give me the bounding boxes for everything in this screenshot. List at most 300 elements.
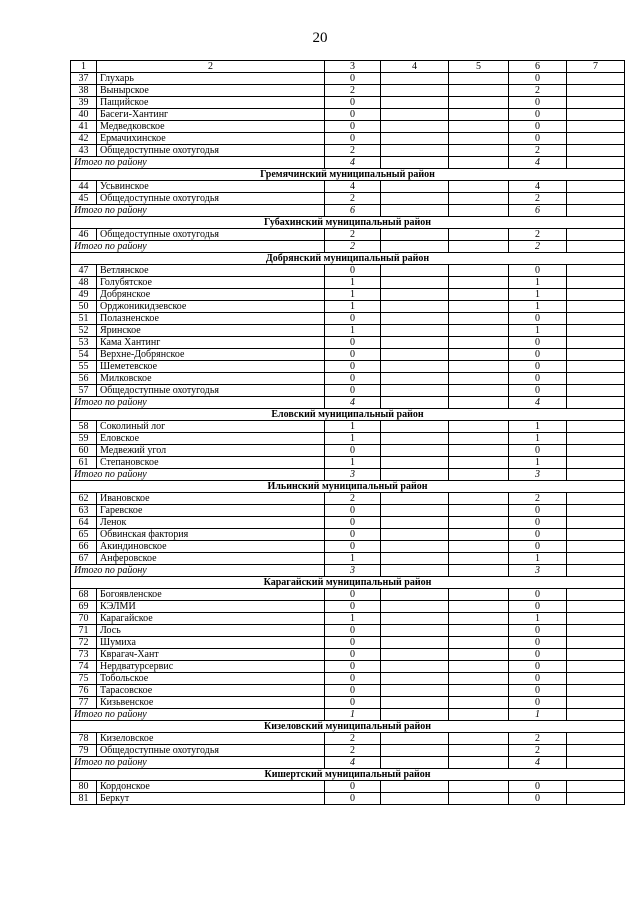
total-value-cell	[449, 397, 509, 409]
table-row	[71, 361, 625, 373]
total-value-cell: 4	[325, 157, 381, 169]
value-cell	[567, 385, 625, 397]
value-cell	[449, 613, 509, 625]
value-cell	[567, 493, 625, 505]
value-cell	[381, 325, 449, 337]
district-total-row	[71, 565, 625, 577]
value-cell: 0	[325, 133, 381, 145]
value-cell	[567, 625, 625, 637]
table-row	[71, 505, 625, 517]
table-row	[71, 685, 625, 697]
value-cell	[449, 733, 509, 745]
value-cell	[381, 505, 449, 517]
row-number: 73	[71, 649, 97, 661]
value-cell: 0	[509, 385, 567, 397]
total-value-cell	[381, 757, 449, 769]
district-title: Карагайский муниципальный район	[71, 577, 625, 589]
value-cell	[567, 361, 625, 373]
value-cell: 0	[509, 529, 567, 541]
total-value-cell: 4	[325, 757, 381, 769]
hunting-ground-name: Полазненское	[97, 313, 325, 325]
value-cell	[567, 85, 625, 97]
value-cell: 0	[509, 685, 567, 697]
value-cell: 0	[325, 637, 381, 649]
value-cell: 2	[509, 193, 567, 205]
value-cell: 2	[325, 745, 381, 757]
value-cell: 0	[509, 73, 567, 85]
total-value-cell	[381, 469, 449, 481]
hunting-ground-name: Гаревское	[97, 505, 325, 517]
district-total-row	[71, 205, 625, 217]
district-total-row	[71, 757, 625, 769]
value-cell	[381, 661, 449, 673]
value-cell	[449, 109, 509, 121]
value-cell: 0	[509, 505, 567, 517]
value-cell	[567, 589, 625, 601]
total-value-cell	[449, 205, 509, 217]
value-cell: 0	[325, 121, 381, 133]
row-number: 44	[71, 181, 97, 193]
value-cell: 0	[509, 133, 567, 145]
column-header: 7	[567, 61, 625, 73]
hunting-ground-name: Медвежий угол	[97, 445, 325, 457]
value-cell	[381, 673, 449, 685]
value-cell: 4	[509, 181, 567, 193]
total-value-cell	[381, 709, 449, 721]
hunting-ground-name: Карагайское	[97, 613, 325, 625]
table-row	[71, 433, 625, 445]
value-cell: 1	[325, 613, 381, 625]
value-cell: 1	[509, 301, 567, 313]
value-cell: 0	[325, 73, 381, 85]
table-row	[71, 277, 625, 289]
value-cell: 1	[509, 325, 567, 337]
hunting-ground-name: Медведковское	[97, 121, 325, 133]
row-number: 65	[71, 529, 97, 541]
table-row	[71, 517, 625, 529]
value-cell: 0	[325, 385, 381, 397]
hunting-ground-name: Общедоступные охотугодья	[97, 193, 325, 205]
value-cell	[567, 337, 625, 349]
value-cell	[381, 277, 449, 289]
table-row	[71, 349, 625, 361]
value-cell	[567, 601, 625, 613]
table-row	[71, 529, 625, 541]
hunting-ground-name: Яринское	[97, 325, 325, 337]
value-cell	[381, 637, 449, 649]
row-number: 67	[71, 553, 97, 565]
value-cell	[381, 421, 449, 433]
value-cell	[381, 73, 449, 85]
table-row	[71, 97, 625, 109]
row-number: 62	[71, 493, 97, 505]
value-cell	[381, 229, 449, 241]
value-cell: 2	[325, 733, 381, 745]
district-total-label: Итого по району	[71, 241, 325, 253]
value-cell	[449, 541, 509, 553]
district-header-row	[71, 769, 625, 781]
value-cell: 1	[509, 421, 567, 433]
row-number: 74	[71, 661, 97, 673]
value-cell	[449, 289, 509, 301]
district-header-row	[71, 577, 625, 589]
hunting-ground-name: Кизьвенское	[97, 697, 325, 709]
value-cell: 0	[325, 541, 381, 553]
row-number: 39	[71, 97, 97, 109]
row-number: 66	[71, 541, 97, 553]
total-value-cell	[381, 565, 449, 577]
value-cell	[449, 793, 509, 805]
value-cell: 0	[325, 625, 381, 637]
value-cell	[449, 589, 509, 601]
column-number-header-row	[71, 61, 625, 73]
total-value-cell	[449, 565, 509, 577]
district-total-row	[71, 241, 625, 253]
value-cell	[381, 553, 449, 565]
value-cell: 0	[325, 109, 381, 121]
value-cell	[567, 733, 625, 745]
value-cell	[449, 361, 509, 373]
table-row	[71, 301, 625, 313]
value-cell: 0	[325, 697, 381, 709]
value-cell	[449, 325, 509, 337]
value-cell: 1	[325, 325, 381, 337]
value-cell	[449, 121, 509, 133]
value-cell	[381, 493, 449, 505]
value-cell	[381, 337, 449, 349]
value-cell: 0	[509, 265, 567, 277]
value-cell	[567, 325, 625, 337]
table-row	[71, 121, 625, 133]
total-value-cell: 3	[509, 469, 567, 481]
hunting-ground-name: Обвинская фактория	[97, 529, 325, 541]
total-value-cell	[449, 241, 509, 253]
total-value-cell	[381, 205, 449, 217]
value-cell	[381, 289, 449, 301]
district-total-label: Итого по району	[71, 709, 325, 721]
value-cell: 0	[509, 697, 567, 709]
hunting-ground-name: Глухарь	[97, 73, 325, 85]
value-cell	[381, 349, 449, 361]
value-cell	[567, 193, 625, 205]
table-row	[71, 637, 625, 649]
value-cell	[567, 685, 625, 697]
table-row	[71, 373, 625, 385]
total-value-cell	[567, 205, 625, 217]
hunting-ground-name: Вынырское	[97, 85, 325, 97]
value-cell	[449, 685, 509, 697]
value-cell: 0	[325, 313, 381, 325]
value-cell	[567, 745, 625, 757]
value-cell	[381, 97, 449, 109]
total-value-cell: 4	[509, 757, 567, 769]
value-cell	[381, 385, 449, 397]
value-cell: 0	[325, 97, 381, 109]
value-cell: 1	[509, 277, 567, 289]
value-cell	[449, 601, 509, 613]
value-cell: 2	[509, 733, 567, 745]
row-number: 70	[71, 613, 97, 625]
row-number: 55	[71, 361, 97, 373]
value-cell	[381, 193, 449, 205]
value-cell	[449, 421, 509, 433]
total-value-cell: 6	[509, 205, 567, 217]
value-cell: 1	[509, 289, 567, 301]
table-row	[71, 145, 625, 157]
row-number: 64	[71, 517, 97, 529]
value-cell	[567, 781, 625, 793]
value-cell: 0	[325, 649, 381, 661]
value-cell: 0	[509, 589, 567, 601]
value-cell: 1	[509, 433, 567, 445]
value-cell	[381, 517, 449, 529]
district-total-label: Итого по району	[71, 397, 325, 409]
value-cell	[381, 601, 449, 613]
value-cell: 1	[325, 289, 381, 301]
hunting-ground-name: Милковское	[97, 373, 325, 385]
hunting-ground-name: Кордонское	[97, 781, 325, 793]
row-number: 78	[71, 733, 97, 745]
table-row	[71, 421, 625, 433]
value-cell	[381, 145, 449, 157]
value-cell	[567, 529, 625, 541]
value-cell: 0	[325, 601, 381, 613]
value-cell	[381, 745, 449, 757]
hunting-ground-name: Общедоступные охотугодья	[97, 745, 325, 757]
district-total-row	[71, 709, 625, 721]
row-number: 48	[71, 277, 97, 289]
value-cell: 0	[325, 505, 381, 517]
value-cell: 0	[325, 373, 381, 385]
hunting-ground-name: Тобольское	[97, 673, 325, 685]
value-cell: 4	[325, 181, 381, 193]
value-cell	[381, 181, 449, 193]
value-cell	[381, 685, 449, 697]
value-cell	[449, 229, 509, 241]
value-cell	[381, 109, 449, 121]
total-value-cell: 3	[509, 565, 567, 577]
value-cell: 0	[325, 589, 381, 601]
value-cell	[449, 553, 509, 565]
hunting-ground-name: Лось	[97, 625, 325, 637]
row-number: 77	[71, 697, 97, 709]
value-cell: 0	[325, 529, 381, 541]
value-cell	[381, 733, 449, 745]
table-row	[71, 601, 625, 613]
value-cell: 0	[509, 337, 567, 349]
table-row	[71, 781, 625, 793]
value-cell	[449, 445, 509, 457]
total-value-cell	[567, 757, 625, 769]
value-cell	[381, 781, 449, 793]
total-value-cell	[449, 157, 509, 169]
value-cell: 2	[509, 85, 567, 97]
value-cell	[381, 529, 449, 541]
hunting-ground-name: Шумиха	[97, 637, 325, 649]
value-cell	[567, 181, 625, 193]
table-row	[71, 85, 625, 97]
total-value-cell	[449, 709, 509, 721]
value-cell	[381, 793, 449, 805]
hunting-ground-name: Общедоступные охотугодья	[97, 145, 325, 157]
value-cell: 0	[509, 349, 567, 361]
value-cell	[567, 673, 625, 685]
value-cell	[449, 277, 509, 289]
hunting-ground-name: Шеметевское	[97, 361, 325, 373]
value-cell: 1	[325, 433, 381, 445]
hunting-ground-name: Кама Хантинг	[97, 337, 325, 349]
value-cell: 2	[325, 193, 381, 205]
district-header-row	[71, 217, 625, 229]
row-number: 54	[71, 349, 97, 361]
value-cell: 1	[509, 553, 567, 565]
value-cell: 0	[325, 361, 381, 373]
total-value-cell	[449, 757, 509, 769]
row-number: 47	[71, 265, 97, 277]
table-row	[71, 289, 625, 301]
table-row	[71, 265, 625, 277]
value-cell: 0	[325, 685, 381, 697]
value-cell	[567, 421, 625, 433]
value-cell	[567, 301, 625, 313]
row-number: 57	[71, 385, 97, 397]
column-header: 2	[97, 61, 325, 73]
value-cell	[567, 265, 625, 277]
value-cell	[567, 121, 625, 133]
table-row	[71, 109, 625, 121]
value-cell: 2	[325, 145, 381, 157]
hunting-ground-name: Еловское	[97, 433, 325, 445]
value-cell	[381, 433, 449, 445]
table-row	[71, 793, 625, 805]
value-cell: 0	[509, 793, 567, 805]
district-title: Ильинский муниципальный район	[71, 481, 625, 493]
value-cell	[567, 637, 625, 649]
row-number: 52	[71, 325, 97, 337]
table-row	[71, 445, 625, 457]
value-cell	[449, 133, 509, 145]
district-total-label: Итого по району	[71, 565, 325, 577]
total-value-cell: 6	[325, 205, 381, 217]
district-total-label: Итого по району	[71, 469, 325, 481]
column-header: 4	[381, 61, 449, 73]
hunting-ground-name: Беркут	[97, 793, 325, 805]
value-cell: 0	[509, 361, 567, 373]
table-row	[71, 541, 625, 553]
hunting-ground-name: Акиндиновское	[97, 541, 325, 553]
district-title: Добрянский муниципальный район	[71, 253, 625, 265]
value-cell	[449, 697, 509, 709]
value-cell	[567, 133, 625, 145]
value-cell	[567, 613, 625, 625]
total-value-cell	[567, 157, 625, 169]
row-number: 61	[71, 457, 97, 469]
district-header-row	[71, 253, 625, 265]
value-cell	[449, 385, 509, 397]
value-cell	[449, 625, 509, 637]
hunting-ground-name: Усьвинское	[97, 181, 325, 193]
row-number: 41	[71, 121, 97, 133]
value-cell: 0	[509, 517, 567, 529]
value-cell	[381, 373, 449, 385]
row-number: 76	[71, 685, 97, 697]
value-cell	[381, 541, 449, 553]
hunting-ground-name: Кврагач-Хант	[97, 649, 325, 661]
row-number: 45	[71, 193, 97, 205]
table-row	[71, 493, 625, 505]
row-number: 38	[71, 85, 97, 97]
value-cell	[381, 133, 449, 145]
value-cell	[449, 73, 509, 85]
row-number: 46	[71, 229, 97, 241]
value-cell: 0	[325, 337, 381, 349]
value-cell	[567, 73, 625, 85]
table-row	[71, 229, 625, 241]
value-cell: 2	[509, 229, 567, 241]
value-cell: 0	[325, 673, 381, 685]
hunting-ground-name: Анферовское	[97, 553, 325, 565]
row-number: 37	[71, 73, 97, 85]
value-cell	[449, 661, 509, 673]
row-number: 40	[71, 109, 97, 121]
hunting-ground-name: Добрянское	[97, 289, 325, 301]
value-cell: 1	[325, 277, 381, 289]
value-cell	[381, 313, 449, 325]
district-total-label: Итого по району	[71, 205, 325, 217]
hunting-grounds-table	[70, 60, 625, 805]
district-total-row	[71, 469, 625, 481]
table-row	[71, 73, 625, 85]
value-cell	[381, 697, 449, 709]
value-cell	[449, 673, 509, 685]
hunting-ground-name: Общедоступные охотугодья	[97, 385, 325, 397]
total-value-cell	[567, 565, 625, 577]
value-cell	[567, 313, 625, 325]
value-cell	[567, 793, 625, 805]
value-cell: 1	[325, 301, 381, 313]
row-number: 58	[71, 421, 97, 433]
table-row	[71, 649, 625, 661]
value-cell: 0	[325, 661, 381, 673]
value-cell	[449, 193, 509, 205]
hunting-ground-name: Ивановское	[97, 493, 325, 505]
value-cell	[567, 373, 625, 385]
value-cell	[449, 529, 509, 541]
value-cell: 0	[509, 541, 567, 553]
value-cell	[567, 553, 625, 565]
value-cell	[567, 445, 625, 457]
value-cell: 0	[509, 373, 567, 385]
table-row	[71, 661, 625, 673]
value-cell: 0	[509, 649, 567, 661]
hunting-ground-name: Соколиный лог	[97, 421, 325, 433]
value-cell: 0	[509, 121, 567, 133]
value-cell: 0	[509, 637, 567, 649]
district-total-row	[71, 157, 625, 169]
value-cell	[449, 337, 509, 349]
district-header-row	[71, 409, 625, 421]
district-header-row	[71, 481, 625, 493]
value-cell: 0	[509, 781, 567, 793]
total-value-cell	[567, 709, 625, 721]
row-number: 49	[71, 289, 97, 301]
value-cell: 1	[509, 457, 567, 469]
value-cell	[449, 649, 509, 661]
row-number: 42	[71, 133, 97, 145]
value-cell	[449, 145, 509, 157]
total-value-cell	[449, 469, 509, 481]
row-number: 72	[71, 637, 97, 649]
